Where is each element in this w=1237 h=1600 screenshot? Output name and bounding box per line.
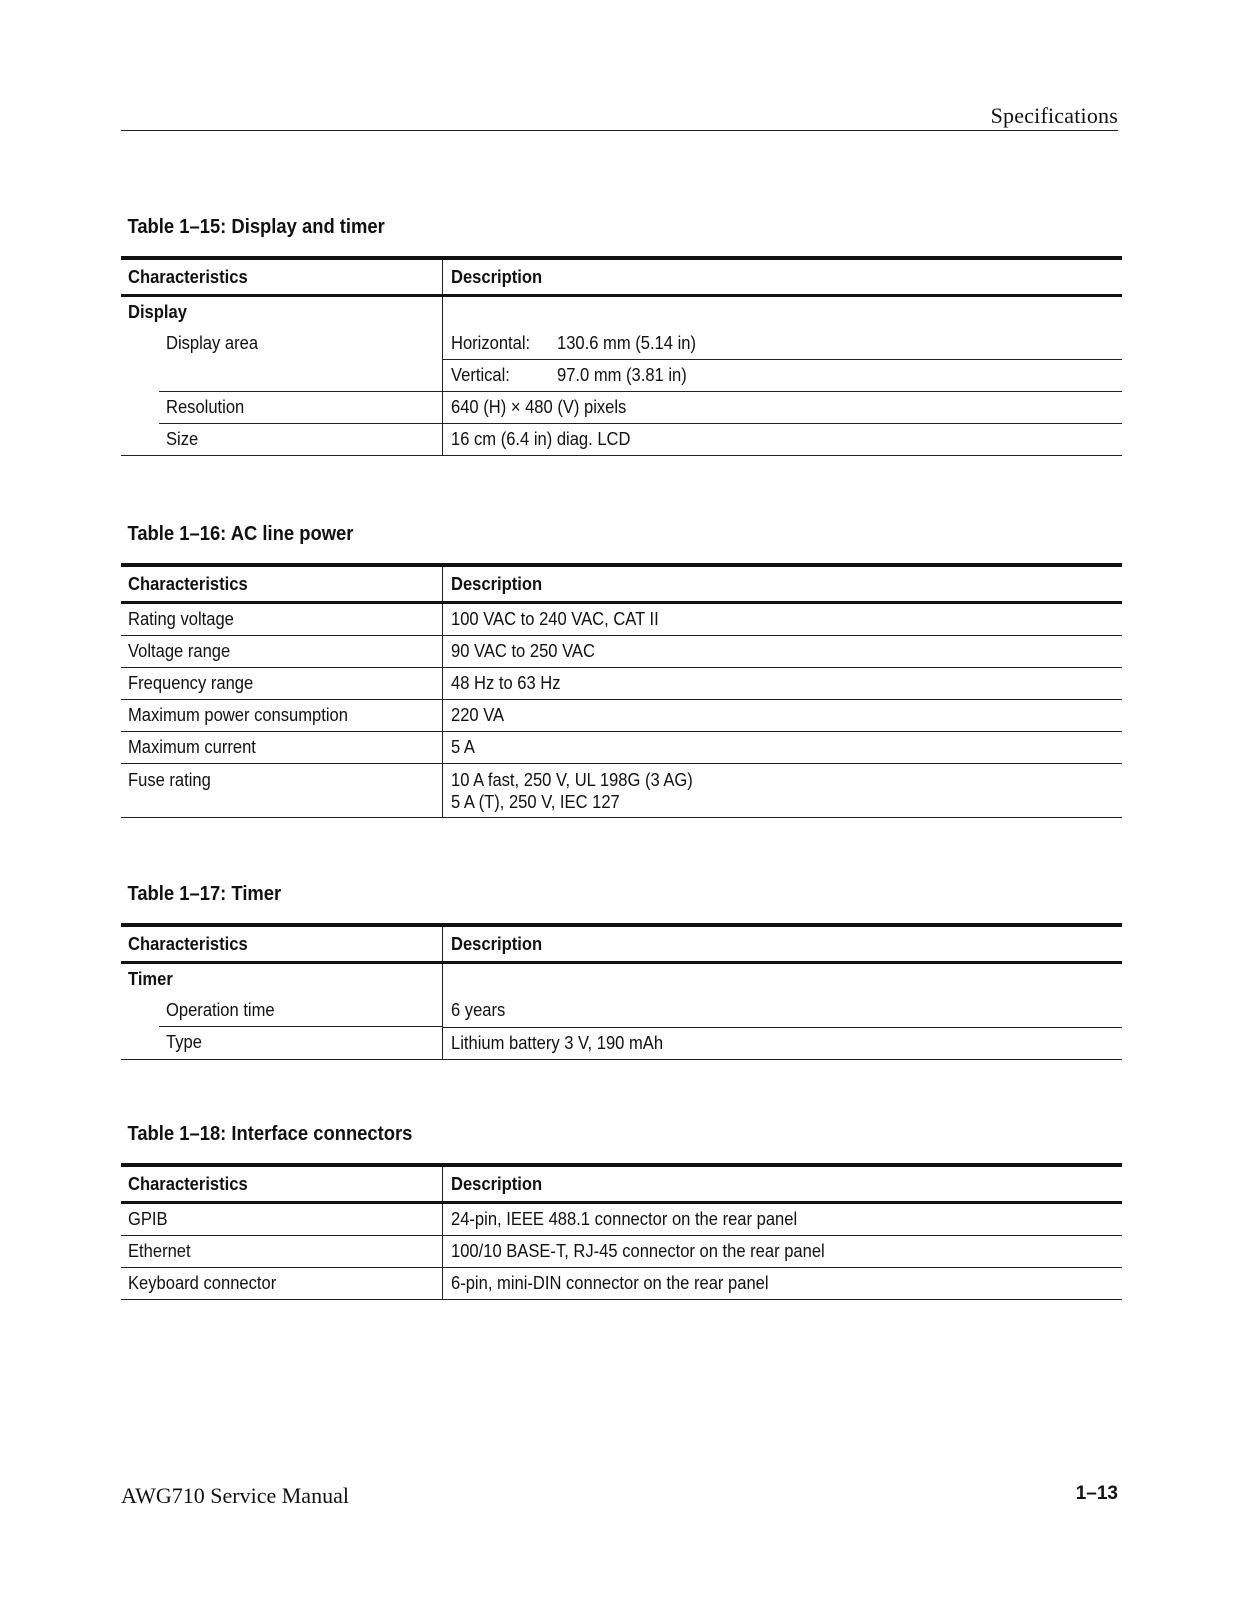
- table-display-and-timer: [121, 212, 1122, 456]
- header-description: Description: [450, 1174, 542, 1194]
- vertical-value: 97.0 mm (3.81 in): [556, 365, 687, 385]
- table-row: [121, 296, 1122, 329]
- row-label: Resolution: [166, 396, 245, 417]
- row-value: 6 years: [450, 1000, 505, 1020]
- table-row: [121, 1268, 1122, 1300]
- row-label: Display area: [166, 333, 259, 353]
- table-row: [121, 668, 1122, 700]
- row-label: Type: [166, 1032, 202, 1052]
- table-title: Table 1–15: Display and timer: [127, 216, 385, 238]
- spec-table: [121, 1163, 1122, 1300]
- header-description: Description: [450, 267, 542, 287]
- row-label: Size: [166, 428, 199, 449]
- table-row: [121, 603, 1122, 636]
- row-label: Rating voltage: [128, 609, 234, 629]
- table-row: [121, 392, 1122, 424]
- row-label: Ethernet: [128, 1241, 191, 1261]
- section-title: Specifications: [990, 103, 1118, 128]
- horizontal-label: Horizontal:: [450, 333, 530, 353]
- table-title: Table 1–17: Timer: [127, 883, 282, 905]
- table-row: [121, 700, 1122, 732]
- header-characteristics: Characteristics: [128, 934, 248, 954]
- group-label-display: Display: [128, 302, 187, 322]
- table-title: Table 1–18: Interface connectors: [127, 1123, 413, 1145]
- row-label: Maximum current: [128, 737, 256, 757]
- row-value: 6-pin, mini-DIN connector on the rear panel: [450, 1273, 769, 1293]
- table-row: [121, 636, 1122, 668]
- row-value: 16 cm (6.4 in) diag. LCD: [450, 429, 630, 449]
- header-characteristics: Characteristics: [128, 267, 248, 287]
- table-row: [121, 1203, 1122, 1236]
- row-value: 5 A: [450, 737, 475, 757]
- header-description: Description: [450, 574, 542, 594]
- row-value: 24-pin, IEEE 488.1 connector on the rear panel: [450, 1209, 797, 1229]
- table-row: [121, 1236, 1122, 1268]
- row-value: 48 Hz to 63 Hz: [450, 673, 561, 693]
- vertical-label: Vertical:: [450, 365, 510, 385]
- row-divider: [159, 360, 442, 392]
- spec-table: [121, 923, 1122, 1060]
- row-label: Voltage range: [128, 641, 231, 661]
- table-header-row: [121, 1165, 1122, 1203]
- table-header-row: [121, 925, 1122, 963]
- horizontal-value: 130.6 mm (5.14 in): [556, 333, 696, 353]
- table-row: [121, 328, 1122, 360]
- spec-table: [121, 563, 1122, 818]
- table-row: [121, 1027, 1122, 1059]
- table-row: [121, 360, 1122, 392]
- row-label: Keyboard connector: [128, 1273, 277, 1293]
- row-label: Operation time: [166, 1000, 275, 1020]
- row-value-line: 5 A (T), 250 V, IEC 127: [450, 792, 620, 812]
- row-value-line: 10 A fast, 250 V, UL 198G (3 AG): [450, 770, 693, 790]
- table-title: Table 1–16: AC line power: [127, 523, 354, 545]
- row-label: Frequency range: [128, 673, 254, 693]
- table-row: [121, 424, 1122, 456]
- row-label: GPIB: [128, 1209, 168, 1229]
- header-characteristics: Characteristics: [128, 1174, 248, 1194]
- manual-title: AWG710 Service Manual: [121, 1483, 349, 1508]
- header-characteristics: Characteristics: [128, 574, 248, 594]
- row-label: Fuse rating: [128, 770, 211, 790]
- row-value: 640 (H) × 480 (V) pixels: [450, 397, 626, 417]
- row-value: Lithium battery 3 V, 190 mAh: [450, 1032, 663, 1053]
- group-label-timer: Timer: [128, 969, 173, 989]
- row-value: 220 VA: [450, 705, 504, 725]
- table-ac-line-power: [121, 519, 1122, 818]
- running-header: [121, 100, 1118, 131]
- table-row: [121, 764, 1122, 818]
- header-description: Description: [450, 934, 542, 954]
- row-value: 100/10 BASE-T, RJ-45 connector on the rear panel: [450, 1241, 825, 1261]
- page-number: 1–13: [1075, 1483, 1118, 1504]
- table-row: [121, 963, 1122, 996]
- row-value: 90 VAC to 250 VAC: [450, 641, 595, 661]
- spec-table: [121, 256, 1122, 456]
- table-header-row: [121, 258, 1122, 296]
- table-interface-connectors: [121, 1119, 1122, 1300]
- row-value: 100 VAC to 240 VAC, CAT II: [450, 609, 659, 629]
- table-row: [121, 732, 1122, 764]
- table-row: [121, 995, 1122, 1027]
- table-timer: [121, 879, 1122, 1060]
- row-label: Maximum power consumption: [128, 705, 348, 725]
- table-header-row: [121, 565, 1122, 603]
